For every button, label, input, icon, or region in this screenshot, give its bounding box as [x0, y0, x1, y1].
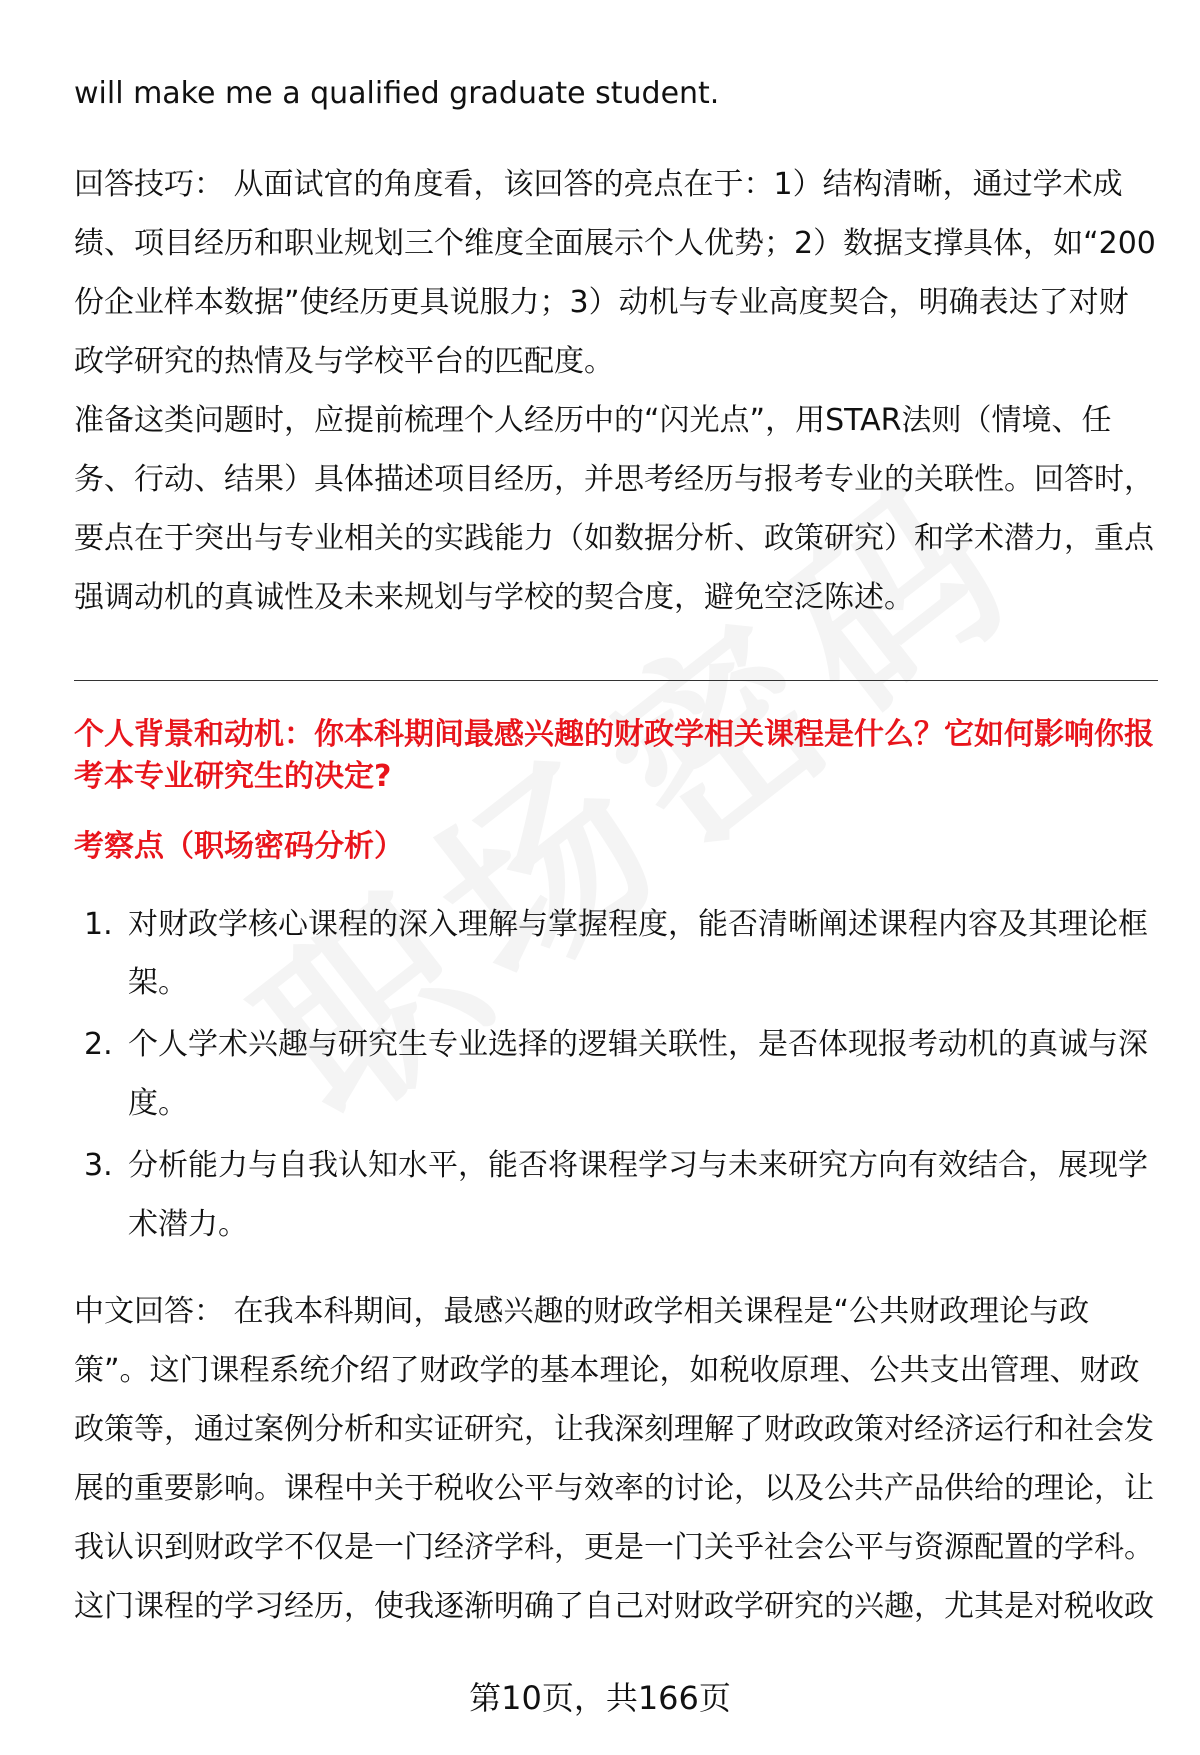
- list-item-text: 术潜力。: [128, 1207, 248, 1242]
- list-item-text: 度。: [128, 1086, 188, 1121]
- list-number: 2.: [84, 1027, 113, 1062]
- answer-line: 策”。这门课程系统介绍了财政学的基本理论，如税收原理、公共支出管理、财政: [74, 1353, 1140, 1388]
- list-item-text: 个人学术兴趣与研究生专业选择的逻辑关联性，是否体现报考动机的真诚与深: [128, 1027, 1148, 1062]
- examine-heading: 考察点（职场密码分析）: [74, 829, 404, 864]
- answer-line: 中文回答： 在我本科期间，最感兴趣的财政学相关课程是“公共财政理论与政: [74, 1294, 1090, 1329]
- answer-line: 这门课程的学习经历，使我逐渐明确了自己对财政学研究的兴趣，尤其是对税收政: [74, 1589, 1154, 1624]
- list-item-text: 对财政学核心课程的深入理解与掌握程度，能否清晰阐述课程内容及其理论框: [128, 907, 1148, 942]
- tips-line: 政学研究的热情及与学校平台的匹配度。: [74, 344, 614, 379]
- tips-line: 准备这类问题时，应提前梳理个人经历中的“闪光点”，用STAR法则（情境、任: [74, 403, 1112, 438]
- answer-line: 展的重要影响。课程中关于税收公平与效率的讨论，以及公共产品供给的理论，让: [74, 1471, 1154, 1506]
- section-divider: [74, 680, 1158, 681]
- list-item-text: 分析能力与自我认知水平，能否将课程学习与未来研究方向有效结合，展现学: [128, 1148, 1148, 1183]
- tips-line: 绩、项目经历和职业规划三个维度全面展示个人优势；2）数据支撑具体，如“200: [74, 226, 1156, 261]
- page-number-footer: 第10页，共166页: [469, 1679, 731, 1717]
- tips-line: 强调动机的真诚性及未来规划与学校的契合度，避免空泛陈述。: [74, 580, 914, 615]
- tips-line: 回答技巧： 从面试官的角度看，该回答的亮点在于：1）结构清晰，通过学术成: [74, 167, 1123, 202]
- answer-line: 我认识到财政学不仅是一门经济学科，更是一门关乎社会公平与资源配置的学科。: [74, 1530, 1154, 1565]
- tips-line: 务、行动、结果）具体描述项目经历，并思考经历与报考专业的关联性。回答时，: [74, 462, 1154, 497]
- intro-tail-text: will make me a qualified graduate student.: [74, 76, 720, 111]
- list-number: 1.: [84, 907, 113, 942]
- tips-line: 要点在于突出与专业相关的实践能力（如数据分析、政策研究）和学术潜力，重点: [74, 521, 1154, 556]
- answer-line: 政策等，通过案例分析和实证研究，让我深刻理解了财政政策对经济运行和社会发: [74, 1412, 1154, 1447]
- list-item-text: 架。: [128, 965, 188, 1000]
- list-number: 3.: [84, 1148, 113, 1183]
- question-heading: 个人背景和动机：你本科期间最感兴趣的财政学相关课程是什么？它如何影响你报: [74, 717, 1154, 752]
- tips-line: 份企业样本数据”使经历更具说服力；3）动机与专业高度契合，明确表达了对财: [74, 285, 1129, 320]
- question-heading: 考本专业研究生的决定?: [74, 759, 392, 794]
